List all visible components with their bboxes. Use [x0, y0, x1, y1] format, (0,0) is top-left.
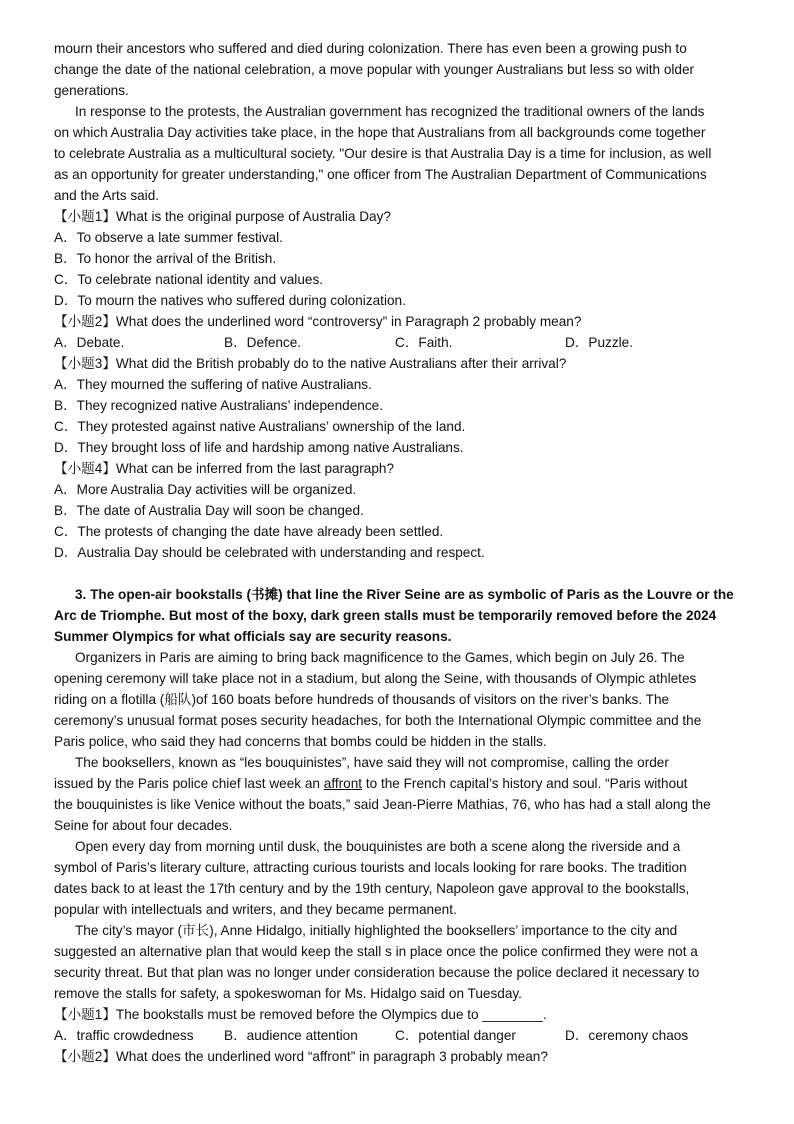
answer-option: A．Debate.	[54, 335, 125, 350]
answer-options-row	[54, 1025, 744, 1046]
passage3-para2-line: The booksellers, known as “les bouquinistes”, have said they will not compromise, calling the order	[75, 755, 669, 770]
question-stem: 【小题2】What does the underlined word “affront” in paragraph 3 probably mean?	[54, 1049, 548, 1064]
answer-option: D．Australia Day should be celebrated with understanding and respect.	[54, 545, 485, 560]
passage3-para1-line: riding on a flotilla (船队)of 160 boats before hundreds of thousands of visitors on the river’s banks. The	[54, 692, 670, 707]
passage2-line: generations.	[54, 83, 129, 98]
answer-option: C．To celebrate national identity and values.	[54, 272, 324, 287]
passage3-para2-line	[54, 773, 744, 794]
answer-option: D．They brought loss of life and hardship among native Australians.	[54, 440, 464, 455]
passage3-para3-line: dates back to at least the 17th century and by the 19th century, Napoleon gave approval to the bookstalls,	[54, 881, 690, 896]
passage2-last-para-line: In response to the protests, the Australian government has recognized the traditional owners of the lands	[75, 104, 705, 119]
passage3-para3-line: Open every day from morning until dusk, the bouquinistes are both a scene along the riverside and a	[75, 839, 681, 854]
answer-options-row	[54, 332, 744, 353]
question-stem: 【小题4】What can be inferred from the last paragraph?	[54, 461, 395, 476]
answer-option: C．The protests of changing the date have already been settled.	[54, 524, 444, 539]
passage3-para1-line: opening ceremony will take place not in a stadium, but along the Seine, with thousands of Olympic athletes	[54, 671, 697, 686]
answer-option: D．ceremony chaos	[565, 1028, 689, 1043]
passage3-heading-line: 3. The open-air bookstalls (书摊) that line the River Seine are as symbolic of Paris as the Louvre or the	[75, 587, 734, 602]
passage3-para4-line: security threat. But that plan was no longer under consideration because the police declared it necessary to	[54, 965, 700, 980]
passage3-para1-line: ceremony’s unusual format poses security headaches, for both the International Olympic committee and the	[54, 713, 702, 728]
passage2-line: change the date of the national celebration, a move popular with younger Australians but less so with older	[54, 62, 695, 77]
passage2-last-para-line: on which Australia Day activities take place, in the hope that Australians from all backgrounds come together	[54, 125, 706, 140]
passage3-para1-line: Paris police, who said they had concerns that bombs could be hidden in the stalls.	[54, 734, 547, 749]
passage3-para2-line: the bouquinistes is like Venice without the boats,” said Jean-Pierre Mathias, 76, who has had a stall along the	[54, 797, 711, 812]
passage3-para1-line: Organizers in Paris are aiming to bring back magnificence to the Games, which begin on July 26. The	[75, 650, 685, 665]
underlined-word: affront	[323, 776, 363, 791]
question-stem: 【小题1】What is the original purpose of Australia Day?	[54, 209, 391, 224]
answer-option: C．Faith.	[395, 335, 453, 350]
passage3-para3-line: popular with intellectuals and writers, and they became permanent.	[54, 902, 457, 917]
passage2-last-para-line: as an opportunity for greater understanding," one officer from The Australian Department of Communications	[54, 167, 707, 182]
section-gap	[54, 563, 744, 584]
passage3-para4-line: The city’s mayor (市长), Anne Hidalgo, initially highlighted the booksellers’ importance to the city and	[75, 923, 678, 938]
answer-option: A．They mourned the suffering of native Australians.	[54, 377, 372, 392]
passage3-para2-line: Seine for about four decades.	[54, 818, 233, 833]
passage2-last-para-line: and the Arts said.	[54, 188, 160, 203]
passage3-para3-line: symbol of Paris’s literary culture, attracting curious tourists and locals looking for rare books. The tradition	[54, 860, 687, 875]
answer-option: B．To honor the arrival of the British.	[54, 251, 277, 266]
question-stem: 【小题1】The bookstalls must be removed before the Olympics due to ________.	[54, 1007, 547, 1022]
question-stem: 【小题2】What does the underlined word “controversy” in Paragraph 2 probably mean?	[54, 314, 582, 329]
passage2-line: mourn their ancestors who suffered and died during colonization. There has even been a growing push to	[54, 41, 687, 56]
answer-option: B．The date of Australia Day will soon be changed.	[54, 503, 364, 518]
answer-option: B．audience attention	[224, 1028, 358, 1043]
answer-option: B．Defence.	[224, 335, 302, 350]
answer-option: A．traffic crowdedness	[54, 1028, 194, 1043]
question-stem: 【小题3】What did the British probably do to the native Australians after their arrival?	[54, 356, 567, 371]
passage2-last-para-line: to celebrate Australia as a multicultural society. "Our desire is that Australia Day is a time for inclusion, as well	[54, 146, 712, 161]
answer-option: D．To mourn the natives who suffered during colonization.	[54, 293, 406, 308]
passage3-para4-line: suggested an alternative plan that would keep the stall s in place once the police confirmed they were not a	[54, 944, 698, 959]
document-page	[54, 38, 744, 1067]
answer-option: A．To observe a late summer festival.	[54, 230, 283, 245]
answer-option: A．More Australia Day activities will be organized.	[54, 482, 357, 497]
passage3-heading-line: Summer Olympics for what officials say are security reasons.	[54, 629, 452, 644]
text-segment: to the French capital’s history and soul. “Paris without	[362, 776, 688, 791]
passage3-heading-line: Arc de Triomphe. But most of the boxy, dark green stalls must be temporarily removed before the 2024	[54, 608, 717, 623]
answer-option: C．They protested against native Australians’ ownership of the land.	[54, 419, 466, 434]
answer-option: B．They recognized native Australians’ independence.	[54, 398, 383, 413]
answer-option: D．Puzzle.	[565, 335, 633, 350]
answer-option: C．potential danger	[395, 1028, 516, 1043]
passage3-para4-line: remove the stalls for safety, a spokeswoman for Ms. Hidalgo said on Tuesday.	[54, 986, 522, 1001]
text-segment: issued by the Paris police chief last week an	[54, 776, 324, 791]
